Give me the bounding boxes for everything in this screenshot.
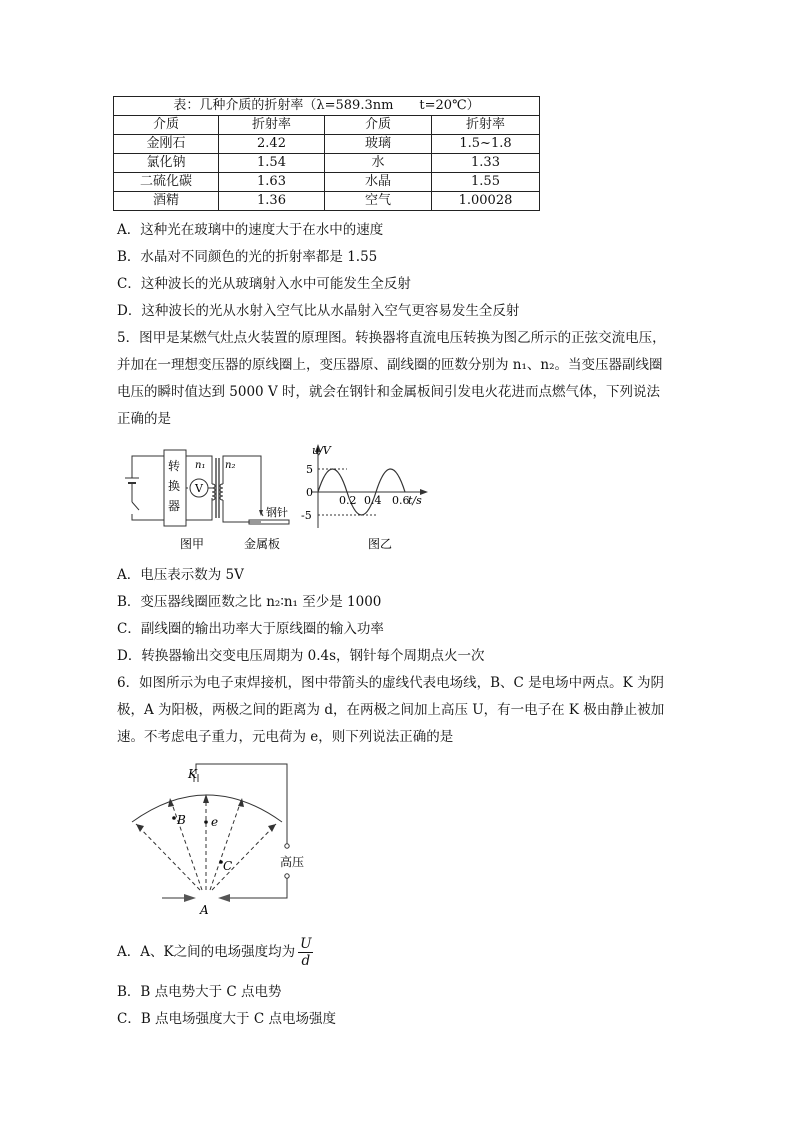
table-header: 介质 xyxy=(325,116,432,135)
voltmeter-label: V xyxy=(195,482,203,495)
q6-option-c: C．B 点电场强度大于 C 点电场强度 xyxy=(117,1011,336,1027)
table-row xyxy=(114,135,540,154)
table-cell: 1.00028 xyxy=(432,192,540,211)
table-row xyxy=(114,192,540,211)
fig-caption-yi: 图乙 xyxy=(368,537,393,551)
q6-option-b: B．B 点电势大于 C 点电势 xyxy=(117,984,282,1000)
metal-plate-label: 金属板 xyxy=(244,537,281,551)
q6-stem-line: 极，A 为阳极，两极之间的距离为 d，在两极之间加上高压 U，有一电子在 K 极由静止被加 xyxy=(117,702,665,718)
q5-stem-line: 正确的是 xyxy=(117,411,171,427)
table-cell: 水 xyxy=(325,154,432,173)
q5-stem-line: 并加在一理想变压器的原线圈上，变压器原、副线圈的匝数分别为 n₁、n₂。当变压器副线圈 xyxy=(117,357,663,373)
high-voltage-label: 高压 xyxy=(280,855,305,869)
anode-label: A xyxy=(200,903,209,917)
table-row xyxy=(114,154,540,173)
q5-option-c: C．副线圈的输出功率大于原线圈的输入功率 xyxy=(117,621,384,637)
voltage-waveform xyxy=(296,440,442,556)
x-axis-label: t/s xyxy=(408,494,422,507)
q5-stem-line: 电压的瞬时值达到 5000 V 时，就会在钢针和金属板间引发电火花进而点燃气体，下列说法 xyxy=(117,384,660,400)
table-header: 介质 xyxy=(114,116,219,135)
q6-stem-line: 6．如图所示为电子束焊接机，图中带箭头的虚线代表电场线，B、C 是电场中两点。K 为阴 xyxy=(117,675,665,691)
fraction-denominator: d xyxy=(301,953,311,969)
table-cell: 二硫化碳 xyxy=(114,173,219,192)
q4-option-a: A．这种光在玻璃中的速度大于在水中的速度 xyxy=(117,222,384,238)
q6-option-a xyxy=(117,934,313,970)
y-tick: -5 xyxy=(301,509,312,522)
q4-option-c: C．这种波长的光从玻璃射入水中可能发生全反射 xyxy=(117,276,411,292)
fraction-numerator: U xyxy=(300,936,312,952)
refractive-index-table xyxy=(113,96,540,211)
point-b-label: B xyxy=(177,813,186,827)
fraction-u-over-d xyxy=(298,936,313,969)
electron-label: e xyxy=(211,815,219,829)
table-cell: 1.55 xyxy=(432,173,540,192)
table-cell: 空气 xyxy=(325,192,432,211)
q4-option-d: D．这种波长的光从水射入空气比从水晶射入空气更容易发生全反射 xyxy=(117,303,520,319)
converter-label: 换 xyxy=(168,479,181,493)
table-header-row xyxy=(114,116,540,135)
x-tick: 0.6 xyxy=(392,494,410,507)
converter-label: 转 xyxy=(168,459,181,473)
n2-label: n₂ xyxy=(225,460,236,471)
circuit-diagram xyxy=(122,444,297,556)
table-cell: 水晶 xyxy=(325,173,432,192)
table-cell: 酒精 xyxy=(114,192,219,211)
q5-stem-line: 5．图甲是某燃气灶点火装置的原理图。转换器将直流电压转换为图乙所示的正弦交流电压， xyxy=(117,330,666,346)
table-header: 折射率 xyxy=(219,116,325,135)
table-cell: 1.36 xyxy=(219,192,325,211)
n1-label: n₁ xyxy=(195,460,206,471)
table-cell: 2.42 xyxy=(219,135,325,154)
table-cell: 氯化钠 xyxy=(114,154,219,173)
point-c-label: C xyxy=(223,859,233,873)
table-cell: 1.33 xyxy=(432,154,540,173)
converter-label: 器 xyxy=(168,499,181,513)
q6-option-a-text: A．A、K之间的电场强度均为 xyxy=(117,944,296,960)
table-cell: 金刚石 xyxy=(114,135,219,154)
table-row xyxy=(114,173,540,192)
cathode-label: K xyxy=(188,767,197,781)
table-cell: 玻璃 xyxy=(325,135,432,154)
q6-stem-line: 速。不考虑电子重力，元电荷为 e，则下列说法正确的是 xyxy=(117,729,454,745)
y-tick: 5 xyxy=(306,463,313,476)
q4-option-b: B．水晶对不同颜色的光的折射率都是 1.55 xyxy=(117,249,378,265)
fig-caption-jia: 图甲 xyxy=(180,537,205,551)
table-cell: 1.5~1.8 xyxy=(432,135,540,154)
table-cell: 1.54 xyxy=(219,154,325,173)
table-header: 折射率 xyxy=(432,116,540,135)
q5-option-b: B．变压器线圈匝数之比 n₂∶n₁ 至少是 1000 xyxy=(117,594,382,610)
electron-beam-diagram xyxy=(122,760,322,920)
y-tick: 0 xyxy=(306,486,313,499)
q5-option-a: A．电压表示数为 5V xyxy=(117,567,244,583)
table-cell: 1.63 xyxy=(219,173,325,192)
x-tick: 0.2 xyxy=(339,494,357,507)
table-caption: 表：几种介质的折射率（λ=589.3nm t=20℃） xyxy=(114,97,540,116)
q5-option-d: D．转换器输出交变电压周期为 0.4s，钢针每个周期点火一次 xyxy=(117,648,485,664)
y-axis-label: u/V xyxy=(312,444,331,457)
x-tick: 0.4 xyxy=(364,494,382,507)
needle-label: 钢针 xyxy=(266,506,288,519)
